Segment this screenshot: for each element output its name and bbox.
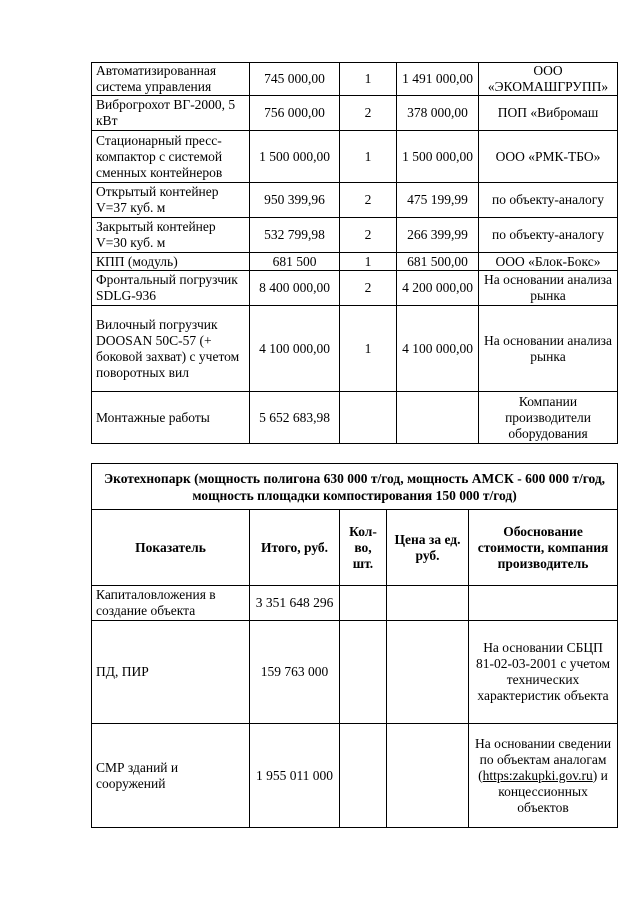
row-name: Закрытый контейнер V=30 куб. м xyxy=(92,218,250,253)
row-name: Фронтальный погрузчик SDLG-936 xyxy=(92,271,250,306)
table-row xyxy=(92,218,618,253)
row-qty xyxy=(340,621,387,724)
row-qty: 1 xyxy=(340,253,397,271)
row-basis: ООО «Блок-Бокс» xyxy=(479,253,618,271)
row-total: 1 955 011 000 xyxy=(250,724,340,828)
row-total: 4 100 000,00 xyxy=(250,306,340,392)
table-row xyxy=(92,63,618,96)
row-total: 159 763 000 xyxy=(250,621,340,724)
row-name: ПД, ПИР xyxy=(92,621,250,724)
header-basis: Обоснование стоимости, компания производитель xyxy=(469,510,618,586)
table-title-row xyxy=(92,464,618,510)
row-name: Виброгрохот ВГ-2000, 5 кВт xyxy=(92,96,250,131)
row-qty: 1 xyxy=(340,63,397,96)
table-row xyxy=(92,183,618,218)
row-price xyxy=(387,724,469,828)
basis-text-post: ) и концессионных объектов xyxy=(498,767,608,815)
row-name: КПП (модуль) xyxy=(92,253,250,271)
row-total: 950 399,96 xyxy=(250,183,340,218)
table-row xyxy=(92,271,618,306)
row-name: Монтажные работы xyxy=(92,392,250,444)
header-qty: Кол-во, шт. xyxy=(340,510,387,586)
table-row xyxy=(92,392,618,444)
row-qty: 2 xyxy=(340,96,397,131)
row-total: 8 400 000,00 xyxy=(250,271,340,306)
row-qty: 2 xyxy=(340,218,397,253)
header-price: Цена за ед. руб. xyxy=(387,510,469,586)
row-name: Стационарный пресс-компактор с системой сменных контейнеров xyxy=(92,131,250,183)
table-header-row xyxy=(92,510,618,586)
row-qty: 1 xyxy=(340,306,397,392)
row-qty xyxy=(340,392,397,444)
row-basis: ПОП «Вибромаш xyxy=(479,96,618,131)
row-qty xyxy=(340,724,387,828)
table-row xyxy=(92,586,618,621)
header-total: Итого, руб. xyxy=(250,510,340,586)
row-name: Капиталовложения в создание объекта xyxy=(92,586,250,621)
row-total: 532 799,98 xyxy=(250,218,340,253)
row-name: Автоматизированная система управления xyxy=(92,63,250,96)
row-price: 475 199,99 xyxy=(397,183,479,218)
row-basis: по объекту-аналогу xyxy=(479,183,618,218)
row-basis: На основании анализа рынка xyxy=(479,271,618,306)
row-qty xyxy=(340,586,387,621)
row-total: 745 000,00 xyxy=(250,63,340,96)
row-total: 1 500 000,00 xyxy=(250,131,340,183)
row-price: 1 500 000,00 xyxy=(397,131,479,183)
row-basis: ООО «ЭКОМАШГРУПП» xyxy=(479,63,618,96)
row-price: 1 491 000,00 xyxy=(397,63,479,96)
row-basis: ООО «РМК-ТБО» xyxy=(479,131,618,183)
row-qty: 2 xyxy=(340,271,397,306)
equipment-cost-table xyxy=(91,62,618,444)
row-total: 5 652 683,98 xyxy=(250,392,340,444)
table-row xyxy=(92,621,618,724)
row-total: 3 351 648 296 xyxy=(250,586,340,621)
row-price: 4 200 000,00 xyxy=(397,271,479,306)
row-qty: 2 xyxy=(340,183,397,218)
row-qty: 1 xyxy=(340,131,397,183)
table-row xyxy=(92,131,618,183)
row-basis: На основании анализа рынка xyxy=(479,306,618,392)
row-price: 4 100 000,00 xyxy=(397,306,479,392)
row-price xyxy=(387,586,469,621)
header-indicator: Показатель xyxy=(92,510,250,586)
row-basis: На основании СБЦП 81-02-03-2001 с учетом технических характеристик объекта xyxy=(469,621,618,724)
row-basis: по объекту-аналогу xyxy=(479,218,618,253)
table-row xyxy=(92,96,618,131)
row-price: 681 500,00 xyxy=(397,253,479,271)
table-row xyxy=(92,253,618,271)
basis-text-pre: На основании сведении по объектам аналогам ( xyxy=(475,735,612,783)
row-price xyxy=(397,392,479,444)
row-basis: Компании производители оборудования xyxy=(479,392,618,444)
ecotechnopark-cost-table xyxy=(91,463,618,828)
row-name: Открытый контейнер V=37 куб. м xyxy=(92,183,250,218)
row-price: 266 399,99 xyxy=(397,218,479,253)
row-name: СМР зданий и сооружений xyxy=(92,724,250,828)
row-price: 378 000,00 xyxy=(397,96,479,131)
row-total: 681 500 xyxy=(250,253,340,271)
zakupki-link[interactable]: https:zakupki.gov.ru xyxy=(482,767,593,783)
table-row xyxy=(92,306,618,392)
row-name: Вилочный погрузчик DOOSAN 50C-57 (+ боковой захват) с учетом поворотных вил xyxy=(92,306,250,392)
row-total: 756 000,00 xyxy=(250,96,340,131)
row-basis xyxy=(469,586,618,621)
row-basis xyxy=(469,724,618,828)
table-row xyxy=(92,724,618,828)
table-title: Экотехнопарк (мощность полигона 630 000 т/год, мощность АМСК - 600 000 т/год, мощность площадки компостирования 150 000 т/год) xyxy=(92,464,618,510)
row-price xyxy=(387,621,469,724)
